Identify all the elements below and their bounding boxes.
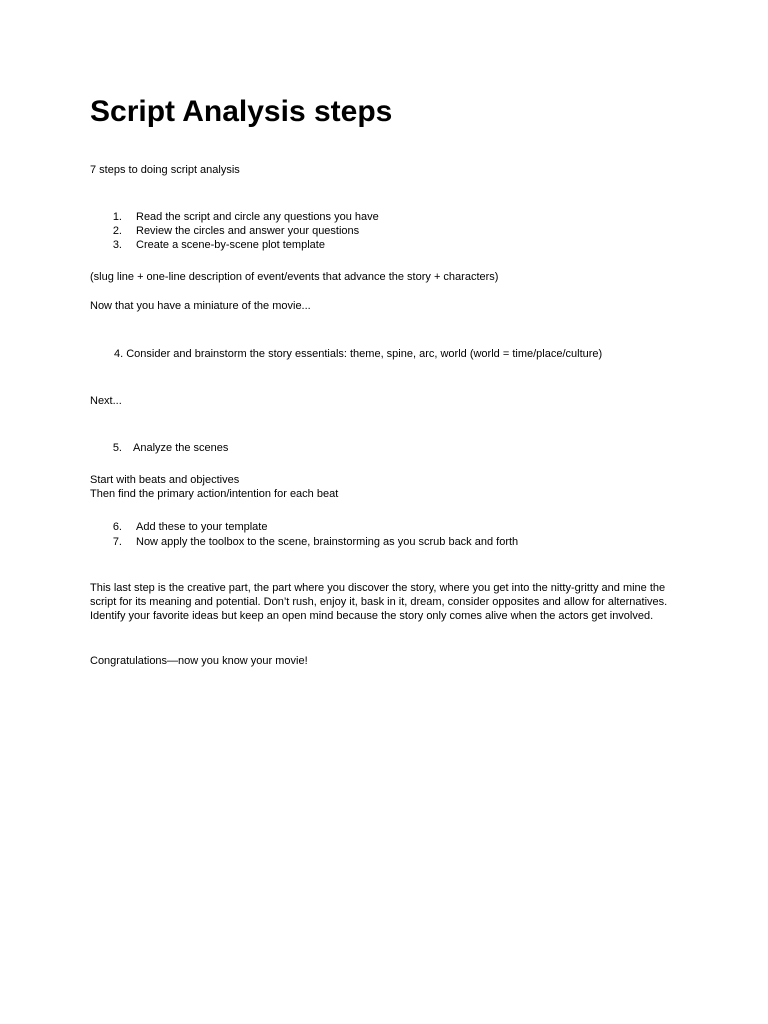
- list-item-text: Review the circles and answer your questions: [136, 225, 360, 237]
- list-item-number: 1.: [112, 211, 122, 223]
- list-item-number: 5.: [112, 442, 122, 454]
- creative-paragraph: This last step is the creative part, the part where you discover the story, where you get into the nitty-gritty and mine the script for its meaning and potential. Don’t rush, enjoy it, bask in it, dream, consider opposites and allow for alternatives. Identify your favorite ideas but keep an open mind because the story only comes alive when the actors get involved.: [90, 582, 668, 622]
- document-page: [90, 0, 680, 1024]
- congrats-text: Congratulations—now you know your movie!: [90, 655, 308, 667]
- slug-note: (slug line + one-line description of event/events that advance the story + characters): [90, 271, 499, 283]
- intro-text: 7 steps to doing script analysis: [90, 164, 240, 176]
- beats-line-2: Then find the primary action/intention for each beat: [90, 488, 339, 500]
- list-item-number: 3.: [112, 239, 122, 251]
- next-text: Next...: [90, 395, 122, 407]
- miniature-text: Now that you have a miniature of the movie...: [90, 300, 311, 312]
- list-item-text: Add these to your template: [136, 521, 268, 533]
- list-item-number: 6.: [112, 521, 122, 533]
- page-title: Script Analysis steps: [90, 95, 393, 128]
- list-item-text: Analyze the scenes: [133, 442, 229, 454]
- list-item-text: Create a scene-by-scene plot template: [136, 239, 325, 251]
- beats-line-1: Start with beats and objectives: [90, 474, 240, 486]
- list-item-text: Now apply the toolbox to the scene, brainstorming as you scrub back and forth: [136, 536, 519, 548]
- list-item-number: 2.: [112, 225, 122, 237]
- list-item-text: Read the script and circle any questions you have: [136, 211, 379, 223]
- list-item-number: 7.: [112, 536, 122, 548]
- step-4-text: 4. Consider and brainstorm the story essentials: theme, spine, arc, world (world = time/place/culture): [114, 348, 603, 360]
